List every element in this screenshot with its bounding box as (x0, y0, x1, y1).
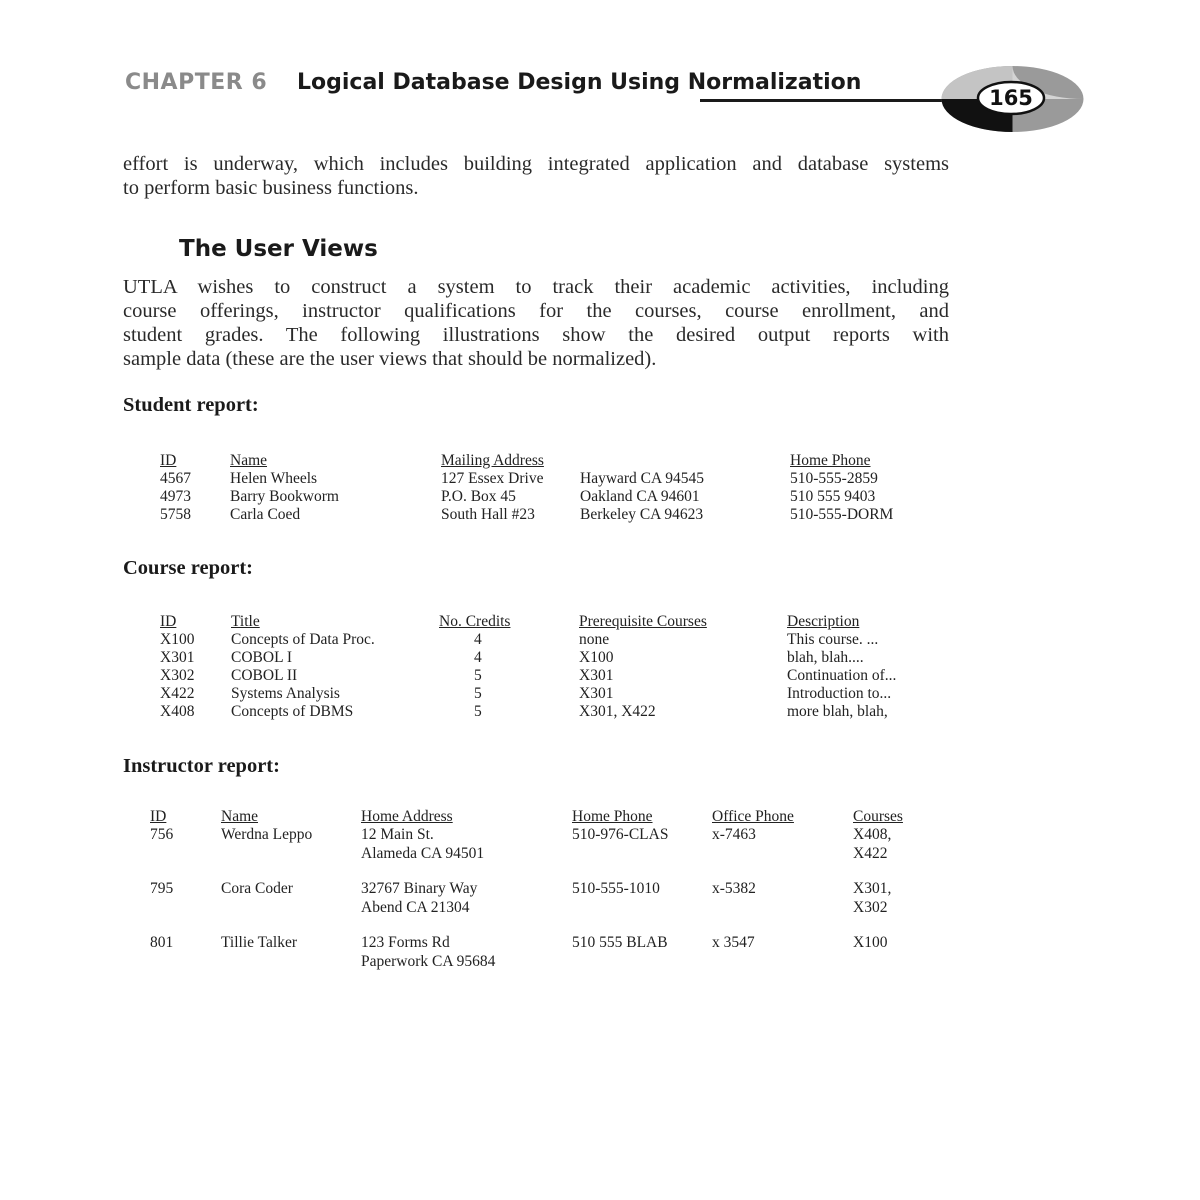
table-cell: X422 (853, 845, 888, 862)
column-header: Home Phone (790, 452, 871, 469)
table-cell: Barry Bookworm (230, 488, 339, 505)
table-cell: X422 (160, 685, 195, 702)
column-header: ID (160, 613, 177, 630)
table-cell: x-5382 (712, 880, 756, 897)
table-cell: Abend CA 21304 (361, 899, 470, 916)
table-cell: 5 (474, 685, 482, 702)
course-report-heading: Course report: (123, 557, 253, 579)
table-cell: 123 Forms Rd (361, 934, 450, 951)
section-line: sample data (these are the user views that should be normalized). (123, 348, 657, 370)
table-cell: 510-555-DORM (790, 506, 894, 523)
table-cell: 127 Essex Drive (441, 470, 544, 487)
section-line: course offerings, instructor qualifications for the courses, course enrollment, and (123, 300, 949, 322)
table-cell: Werdna Leppo (221, 826, 313, 843)
table-cell: Tillie Talker (221, 934, 297, 951)
table-cell: 4 (474, 631, 482, 648)
section-paragraph (123, 275, 949, 371)
table-cell: 510-555-2859 (790, 470, 878, 487)
column-header: Title (231, 613, 260, 630)
table-cell: COBOL II (231, 667, 298, 684)
table-cell: X100 (579, 649, 614, 666)
intro-line: to perform basic business functions. (123, 177, 419, 199)
table-cell: Berkeley CA 94623 (580, 506, 704, 523)
student-report-heading: Student report: (123, 394, 259, 416)
intro-line: effort is underway, which includes building integrated application and database systems (123, 153, 949, 175)
table-cell: 795 (150, 880, 174, 897)
table-cell: blah, blah.... (787, 649, 864, 666)
table-cell: 5 (474, 703, 482, 720)
column-header: Name (221, 808, 259, 825)
page-number: 165 (989, 86, 1033, 110)
column-header: Mailing Address (441, 452, 544, 469)
table-cell: X301 (579, 667, 614, 684)
chapter-title: Logical Database Design Using Normalization (297, 70, 862, 95)
table-cell: 32767 Binary Way (361, 880, 478, 897)
table-cell: 4973 (160, 488, 191, 505)
column-header: Description (787, 613, 860, 630)
column-header: Office Phone (712, 808, 794, 825)
column-header: Prerequisite Courses (579, 613, 707, 630)
table-cell: X301 (579, 685, 614, 702)
table-cell: Paperwork CA 95684 (361, 953, 496, 970)
table-cell: X408, (853, 826, 892, 843)
table-cell: 510 555 BLAB (572, 934, 668, 951)
column-header: No. Credits (439, 613, 511, 630)
intro-paragraph (123, 152, 949, 200)
instructor-report-heading: Instructor report: (123, 755, 280, 777)
table-cell: P.O. Box 45 (441, 488, 516, 505)
table-cell: 4567 (160, 470, 191, 487)
table-cell: Systems Analysis (231, 685, 340, 702)
table-cell: 801 (150, 934, 174, 951)
table-cell: 5 (474, 667, 482, 684)
table-cell: x-7463 (712, 826, 756, 843)
column-header: Home Phone (572, 808, 653, 825)
table-cell: X100 (160, 631, 195, 648)
table-cell: COBOL I (231, 649, 292, 666)
table-cell: 510-555-1010 (572, 880, 660, 897)
chapter-label: CHAPTER 6 (125, 70, 268, 95)
table-cell: Helen Wheels (230, 470, 318, 487)
table-cell: 5758 (160, 506, 191, 523)
table-cell: more blah, blah, (787, 703, 888, 720)
table-cell: X100 (853, 934, 888, 951)
table-cell: Concepts of Data Proc. (231, 631, 375, 648)
table-cell: 4 (474, 649, 482, 666)
table-cell: 12 Main St. (361, 826, 434, 843)
table-cell: X408 (160, 703, 195, 720)
table-cell: X302 (853, 899, 888, 916)
table-cell: Hayward CA 94545 (580, 470, 704, 487)
table-cell: x 3547 (712, 934, 755, 951)
column-header: ID (160, 452, 177, 469)
table-cell: 510 555 9403 (790, 488, 876, 505)
table-cell: Alameda CA 94501 (361, 845, 485, 862)
table-cell: Continuation of... (787, 667, 897, 684)
table-cell: X301, (853, 880, 892, 897)
table-cell: X301 (160, 649, 195, 666)
column-header: ID (150, 808, 167, 825)
table-cell: Carla Coed (230, 506, 301, 523)
table-cell: Oakland CA 94601 (580, 488, 700, 505)
table-cell: 510-976-CLAS (572, 826, 669, 843)
section-heading: The User Views (179, 236, 378, 262)
table-cell: X302 (160, 667, 195, 684)
table-cell: none (579, 631, 610, 648)
table-cell: Cora Coder (221, 880, 293, 897)
section-line: UTLA wishes to construct a system to track their academic activities, including (123, 276, 949, 298)
table-cell: South Hall #23 (441, 506, 535, 523)
column-header: Courses (853, 808, 903, 825)
table-cell: Concepts of DBMS (231, 703, 354, 720)
table-cell: This course. ... (787, 631, 879, 648)
section-line: student grades. The following illustrations show the desired output reports with (123, 324, 949, 346)
table-cell: X301, X422 (579, 703, 656, 720)
table-cell: Introduction to... (787, 685, 892, 702)
column-header: Name (230, 452, 268, 469)
table-cell: 756 (150, 826, 174, 843)
column-header: Home Address (361, 808, 453, 825)
